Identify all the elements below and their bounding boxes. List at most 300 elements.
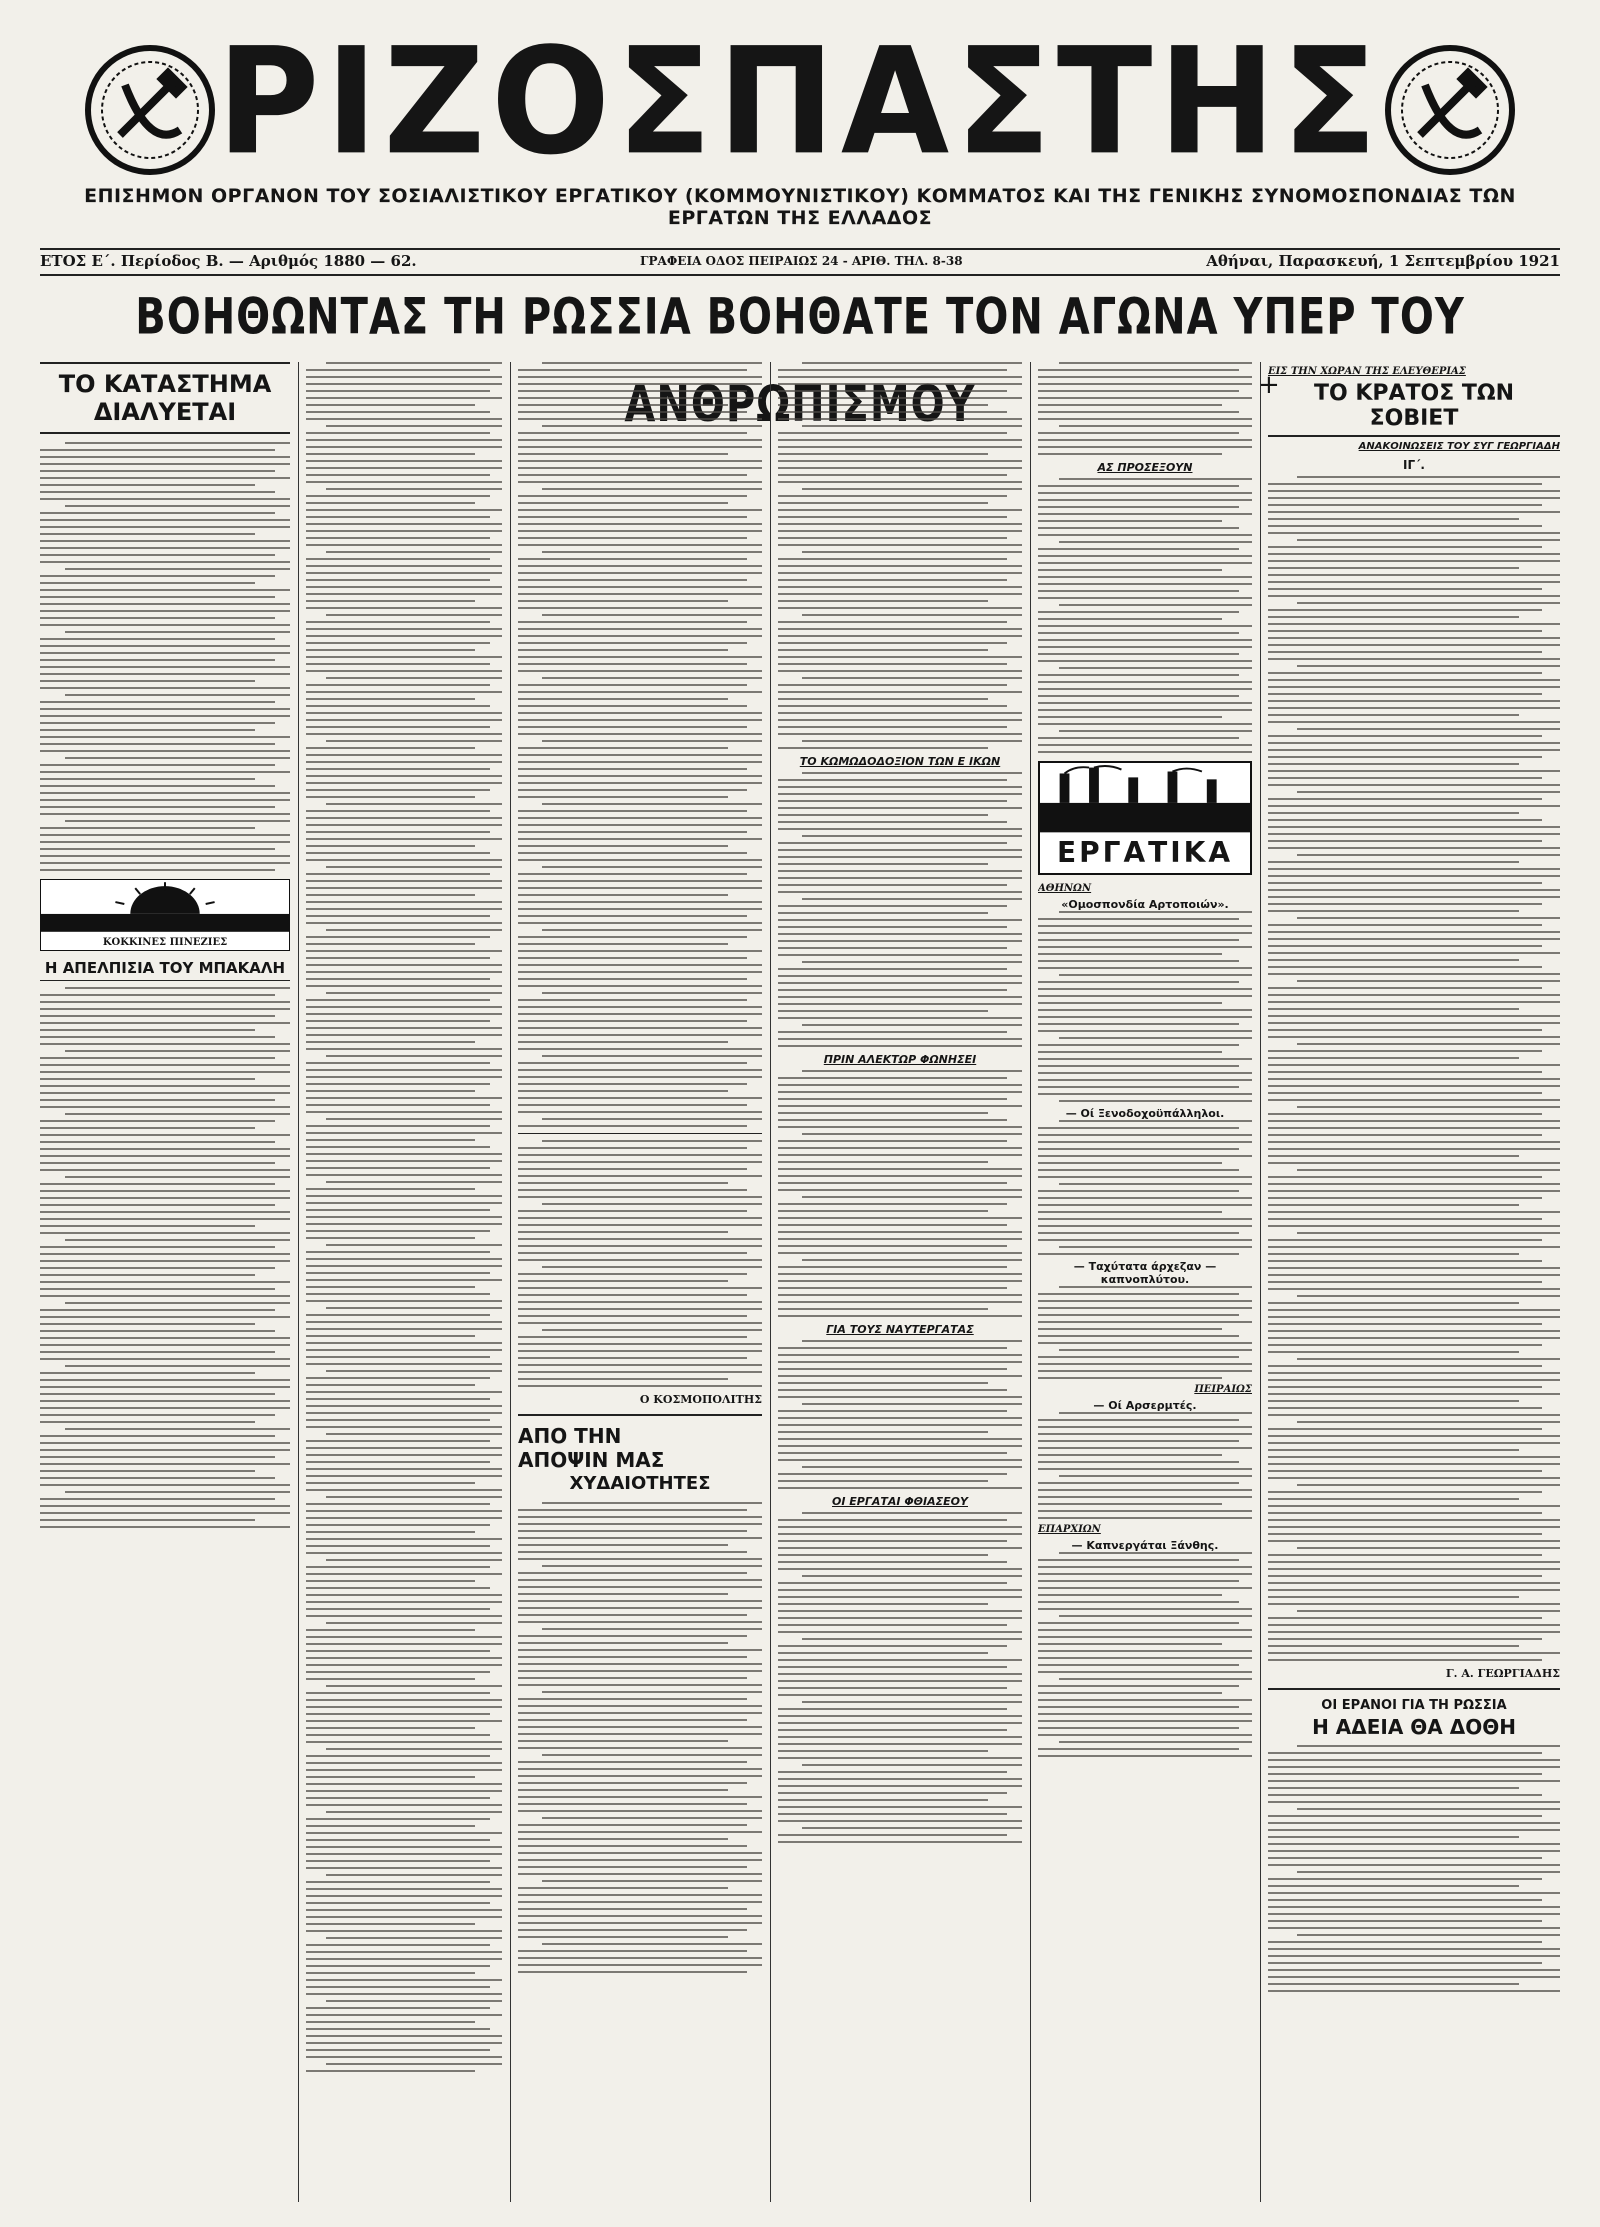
text-line bbox=[778, 705, 1007, 707]
text-line bbox=[1038, 1636, 1252, 1638]
text-line bbox=[40, 848, 275, 850]
text-line bbox=[778, 786, 1022, 788]
text-line bbox=[518, 1922, 762, 1924]
text-line bbox=[778, 684, 1007, 686]
article-body bbox=[40, 442, 290, 871]
text-line bbox=[306, 1587, 490, 1589]
text-line bbox=[1038, 1447, 1252, 1449]
newspaper-subtitle: ΕΠΙΣΗΜΟΝ ΟΡΓΑΝΟΝ ΤΟΥ ΣΟΣΙΑΛΙΣΤΙΚΟΥ ΕΡΓΑΤΙΚΟΥ (ΚΟΜΜΟΥΝΙΣΤΙΚΟΥ) ΚΟΜΜΑΤΟΣ ΚΑΙ ΤΗΣ ΓΕΝΙΚΗΣ ΣΥΝΟΜΟΣΠΟΝΔΙΑΣ ΤΩΝ ΕΡΓΑΤΩΝ ΤΗΣ ΕΛΛΑΔΟΣ bbox=[84, 185, 1516, 229]
text-line bbox=[778, 1238, 1022, 1240]
text-line bbox=[1268, 567, 1519, 569]
text-line bbox=[778, 1526, 1022, 1528]
text-line bbox=[1038, 555, 1252, 557]
text-line bbox=[802, 1070, 1022, 1072]
text-line bbox=[306, 607, 502, 609]
text-line bbox=[1268, 1787, 1519, 1789]
text-line bbox=[778, 586, 1022, 588]
text-line bbox=[306, 586, 502, 588]
text-line bbox=[1268, 1071, 1542, 1073]
text-line bbox=[518, 642, 747, 644]
text-line bbox=[1038, 1377, 1222, 1379]
text-line bbox=[65, 505, 290, 507]
text-line bbox=[518, 1859, 762, 1861]
text-line bbox=[306, 978, 490, 980]
text-line bbox=[778, 516, 1007, 518]
text-line bbox=[1268, 1057, 1519, 1059]
text-line bbox=[778, 509, 1022, 511]
text-line bbox=[40, 1295, 290, 1297]
text-line bbox=[1038, 1293, 1239, 1295]
text-line bbox=[518, 1586, 762, 1588]
text-line bbox=[40, 1477, 275, 1479]
text-line bbox=[778, 579, 1007, 581]
text-line bbox=[306, 565, 502, 567]
text-line bbox=[518, 838, 762, 840]
text-line bbox=[518, 978, 747, 980]
text-line bbox=[1268, 1365, 1542, 1367]
text-line bbox=[802, 551, 1022, 553]
text-line bbox=[306, 880, 502, 882]
text-line bbox=[1297, 1808, 1560, 1810]
text-line bbox=[1038, 1253, 1239, 1255]
text-line bbox=[778, 383, 1022, 385]
text-line bbox=[40, 764, 275, 766]
text-line bbox=[40, 1512, 290, 1514]
text-line bbox=[778, 530, 1022, 532]
text-line bbox=[306, 971, 502, 973]
text-line bbox=[518, 1111, 762, 1113]
text-line bbox=[518, 1315, 747, 1317]
column-1 bbox=[40, 362, 290, 2202]
text-line bbox=[1268, 1638, 1542, 1640]
text-line bbox=[306, 1951, 502, 1953]
text-line bbox=[40, 554, 275, 556]
text-line bbox=[778, 1347, 1007, 1349]
text-line bbox=[1268, 1211, 1560, 1213]
text-line bbox=[306, 789, 490, 791]
text-line bbox=[1038, 1720, 1252, 1722]
text-line bbox=[518, 1364, 762, 1366]
text-line bbox=[1038, 590, 1239, 592]
text-line bbox=[1038, 1489, 1252, 1491]
text-line bbox=[306, 1461, 490, 1463]
text-line bbox=[306, 600, 475, 602]
text-line bbox=[326, 488, 502, 490]
text-line bbox=[1268, 1015, 1560, 1017]
text-line bbox=[518, 817, 762, 819]
text-line bbox=[1059, 667, 1252, 669]
text-line bbox=[518, 1670, 762, 1672]
text-line bbox=[1268, 1575, 1542, 1577]
text-line bbox=[518, 1649, 762, 1651]
text-line bbox=[306, 1727, 475, 1729]
text-line bbox=[518, 1544, 728, 1546]
text-line bbox=[778, 565, 1022, 567]
text-line bbox=[306, 2035, 502, 2037]
text-line bbox=[518, 621, 747, 623]
text-line bbox=[542, 425, 762, 427]
text-line bbox=[40, 1036, 275, 1038]
text-line bbox=[306, 481, 502, 483]
text-line bbox=[1268, 560, 1560, 562]
text-line bbox=[518, 733, 762, 735]
text-line bbox=[518, 1090, 728, 1092]
text-line bbox=[306, 712, 502, 714]
text-line bbox=[306, 1195, 502, 1197]
text-line bbox=[518, 1371, 762, 1373]
text-line bbox=[518, 481, 762, 483]
text-line bbox=[306, 628, 502, 630]
text-line bbox=[1268, 763, 1519, 765]
text-line bbox=[40, 771, 290, 773]
text-line bbox=[802, 1512, 1022, 1514]
text-line bbox=[1268, 1288, 1560, 1290]
text-line bbox=[1268, 1759, 1560, 1761]
article-headline: Η ΑΠΕΛΠΙΣΙΑ ΤΟΥ ΜΠΑΚΑΛΗ bbox=[40, 959, 290, 981]
text-line bbox=[40, 477, 290, 479]
text-line bbox=[778, 698, 988, 700]
text-line bbox=[40, 1106, 290, 1108]
text-line bbox=[1038, 432, 1239, 434]
text-line bbox=[306, 1069, 502, 1071]
text-line bbox=[1297, 539, 1560, 541]
text-line bbox=[1268, 1801, 1560, 1803]
text-line bbox=[518, 1698, 747, 1700]
text-line bbox=[778, 1126, 1022, 1128]
text-line bbox=[306, 663, 490, 665]
text-line bbox=[306, 1944, 490, 1946]
text-line bbox=[1268, 1906, 1560, 1908]
text-line bbox=[1297, 1484, 1560, 1486]
text-line bbox=[542, 362, 762, 364]
text-line bbox=[518, 1761, 747, 1763]
text-line bbox=[802, 1196, 1022, 1198]
text-line bbox=[40, 533, 255, 535]
text-line bbox=[306, 1062, 490, 1064]
text-line bbox=[518, 467, 762, 469]
text-line bbox=[518, 495, 747, 497]
text-line bbox=[1297, 1421, 1560, 1423]
text-line bbox=[306, 1972, 475, 1974]
text-line bbox=[40, 869, 275, 871]
text-line bbox=[778, 1112, 988, 1114]
text-line bbox=[40, 1358, 290, 1360]
text-line bbox=[1038, 1503, 1222, 1505]
text-line bbox=[306, 775, 502, 777]
text-line bbox=[1038, 618, 1222, 620]
text-line bbox=[518, 1125, 747, 1127]
text-line bbox=[1268, 700, 1560, 702]
text-line bbox=[778, 1410, 1007, 1412]
text-line bbox=[778, 1045, 1022, 1047]
text-line bbox=[326, 1811, 502, 1813]
text-line bbox=[1038, 453, 1222, 455]
text-line bbox=[1038, 485, 1239, 487]
text-line bbox=[326, 866, 502, 868]
text-line bbox=[1268, 1822, 1560, 1824]
text-line bbox=[778, 947, 1007, 949]
article-body bbox=[1038, 478, 1252, 753]
text-line bbox=[1038, 1370, 1252, 1372]
text-line bbox=[518, 1217, 762, 1219]
text-line bbox=[802, 1701, 1022, 1703]
text-line bbox=[1268, 1962, 1542, 1964]
text-line bbox=[1038, 1079, 1252, 1081]
text-line bbox=[518, 1845, 747, 1847]
text-line bbox=[778, 1459, 1022, 1461]
text-line bbox=[1268, 588, 1542, 590]
text-line bbox=[778, 1561, 1007, 1563]
text-line bbox=[1038, 751, 1252, 753]
text-line bbox=[1038, 1044, 1239, 1046]
text-line bbox=[542, 1203, 762, 1205]
text-line bbox=[542, 551, 762, 553]
text-line bbox=[40, 862, 290, 864]
text-line bbox=[1268, 1337, 1560, 1339]
text-line bbox=[778, 849, 1022, 851]
text-line bbox=[40, 1141, 275, 1143]
text-line bbox=[306, 1629, 475, 1631]
text-line bbox=[1268, 686, 1560, 688]
text-line bbox=[40, 1197, 290, 1199]
text-line bbox=[306, 1076, 502, 1078]
text-line bbox=[40, 1288, 275, 1290]
text-line bbox=[1268, 1246, 1560, 1248]
text-line bbox=[306, 1965, 490, 1967]
text-line bbox=[1038, 981, 1239, 983]
text-line bbox=[778, 1182, 1007, 1184]
text-line bbox=[306, 572, 502, 574]
section-heading: ΤΟ ΚΩΜΩΔΟΔΟΞΙΟΝ ΤΩΝ Ε ΙΚΩΝ bbox=[799, 755, 1001, 768]
text-line bbox=[40, 813, 290, 815]
text-line bbox=[1038, 513, 1252, 515]
text-line bbox=[518, 1740, 728, 1742]
text-line bbox=[40, 687, 290, 689]
text-line bbox=[40, 547, 290, 549]
text-line bbox=[1268, 1456, 1560, 1458]
text-line bbox=[1268, 742, 1560, 744]
text-line bbox=[1268, 1976, 1560, 1978]
text-line bbox=[778, 1473, 1007, 1475]
text-line bbox=[1038, 674, 1239, 676]
text-line bbox=[306, 747, 475, 749]
text-line bbox=[518, 1076, 762, 1078]
text-line bbox=[306, 1881, 490, 1883]
text-line bbox=[326, 929, 502, 931]
text-line bbox=[1268, 1372, 1560, 1374]
text-line bbox=[518, 698, 728, 700]
text-line bbox=[1038, 1204, 1252, 1206]
text-line bbox=[306, 1755, 490, 1757]
text-line bbox=[326, 1181, 502, 1183]
text-line bbox=[306, 502, 475, 504]
text-line bbox=[518, 1097, 762, 1099]
text-line bbox=[518, 1810, 762, 1812]
text-line bbox=[518, 1831, 762, 1833]
text-line bbox=[65, 1050, 290, 1052]
text-line bbox=[1038, 1510, 1252, 1512]
text-line bbox=[326, 1244, 502, 1246]
text-line bbox=[1038, 1300, 1252, 1302]
text-line bbox=[306, 1251, 490, 1253]
text-line bbox=[1038, 1030, 1252, 1032]
text-line bbox=[326, 1055, 502, 1057]
text-line bbox=[1038, 506, 1239, 508]
text-line bbox=[1038, 1454, 1222, 1456]
text-line bbox=[778, 1778, 1022, 1780]
column-5 bbox=[1038, 362, 1252, 2202]
text-line bbox=[1038, 995, 1252, 997]
text-line bbox=[542, 929, 762, 931]
text-line bbox=[1297, 602, 1560, 604]
text-line bbox=[65, 442, 290, 444]
text-line bbox=[802, 740, 1022, 742]
text-line bbox=[306, 1860, 490, 1862]
text-line bbox=[1268, 1407, 1542, 1409]
text-line bbox=[306, 1601, 502, 1603]
text-line bbox=[306, 1825, 475, 1827]
text-line bbox=[778, 1375, 1022, 1377]
text-line bbox=[778, 1382, 988, 1384]
article-body bbox=[40, 987, 290, 1528]
text-line bbox=[1268, 1955, 1560, 1957]
text-line bbox=[1268, 651, 1542, 653]
text-line bbox=[778, 460, 1022, 462]
text-line bbox=[1038, 953, 1222, 955]
text-line bbox=[306, 523, 502, 525]
text-line bbox=[802, 1764, 1022, 1766]
text-line bbox=[518, 1733, 762, 1735]
text-line bbox=[778, 1175, 1022, 1177]
text-line bbox=[778, 877, 1022, 879]
text-line bbox=[306, 1335, 475, 1337]
text-line bbox=[40, 778, 255, 780]
text-line bbox=[518, 635, 762, 637]
text-line bbox=[778, 989, 1007, 991]
text-line bbox=[778, 1603, 988, 1605]
text-line bbox=[1038, 576, 1252, 578]
text-line bbox=[542, 1565, 762, 1567]
text-line bbox=[778, 1315, 1022, 1317]
text-line bbox=[306, 1125, 490, 1127]
text-line bbox=[40, 1519, 255, 1521]
text-line bbox=[40, 1015, 275, 1017]
text-line bbox=[778, 747, 988, 749]
text-line bbox=[778, 1785, 1022, 1787]
text-line bbox=[1268, 896, 1560, 898]
text-line bbox=[1268, 623, 1560, 625]
text-line bbox=[518, 1069, 762, 1071]
text-line bbox=[778, 418, 1022, 420]
text-line bbox=[518, 1551, 747, 1553]
article-headline: ΤΟ ΚΡΑΤΟΣ ΤΩΝ ΣΟΒΙΕΤ bbox=[1268, 381, 1560, 437]
text-line bbox=[518, 628, 762, 630]
text-line bbox=[40, 1505, 290, 1507]
text-line bbox=[326, 2063, 502, 2065]
text-line bbox=[1038, 1587, 1252, 1589]
text-line bbox=[1268, 532, 1560, 534]
text-line bbox=[306, 1958, 502, 1960]
text-line bbox=[542, 1329, 762, 1331]
text-line bbox=[778, 1624, 1007, 1626]
text-line bbox=[518, 1516, 762, 1518]
text-line bbox=[306, 2028, 490, 2030]
text-line bbox=[518, 1705, 762, 1707]
text-line bbox=[1268, 1582, 1560, 1584]
text-line bbox=[778, 1301, 1022, 1303]
text-line bbox=[778, 1361, 1022, 1363]
text-line bbox=[1038, 1239, 1252, 1241]
text-line bbox=[306, 1426, 502, 1428]
text-line bbox=[542, 992, 762, 994]
text-line bbox=[778, 1003, 1022, 1005]
text-line bbox=[1059, 1412, 1252, 1414]
text-line bbox=[518, 859, 762, 861]
text-line bbox=[306, 635, 502, 637]
text-line bbox=[306, 859, 502, 861]
article-body bbox=[518, 362, 762, 1127]
text-line bbox=[518, 971, 762, 973]
text-line bbox=[1268, 1526, 1560, 1528]
text-line bbox=[306, 1608, 490, 1610]
text-line bbox=[1038, 1573, 1252, 1575]
text-line bbox=[1268, 609, 1542, 611]
text-line bbox=[1038, 1162, 1222, 1164]
text-line bbox=[40, 1134, 290, 1136]
text-line bbox=[306, 1209, 490, 1211]
text-line bbox=[306, 908, 502, 910]
text-line bbox=[306, 1020, 490, 1022]
text-line bbox=[778, 1452, 1007, 1454]
text-line bbox=[306, 397, 502, 399]
text-line bbox=[1038, 967, 1252, 969]
text-line bbox=[778, 933, 1022, 935]
text-line bbox=[40, 701, 275, 703]
text-line bbox=[326, 1559, 502, 1561]
text-line bbox=[306, 1356, 490, 1358]
text-line bbox=[778, 1610, 1022, 1612]
text-line bbox=[518, 782, 762, 784]
text-line bbox=[306, 1202, 502, 1204]
text-line bbox=[306, 1776, 475, 1778]
text-line bbox=[306, 2056, 502, 2058]
text-line bbox=[1268, 1561, 1560, 1563]
text-line bbox=[306, 1552, 502, 1554]
text-line bbox=[1038, 1622, 1239, 1624]
text-line bbox=[778, 1273, 1022, 1275]
text-line bbox=[306, 2007, 490, 2009]
text-line bbox=[778, 926, 1007, 928]
text-line bbox=[306, 418, 502, 420]
text-line bbox=[306, 810, 490, 812]
text-line bbox=[1038, 1141, 1252, 1143]
text-line bbox=[518, 789, 747, 791]
text-line bbox=[778, 1487, 1022, 1489]
text-line bbox=[306, 593, 502, 595]
text-line bbox=[1038, 1190, 1239, 1192]
text-line bbox=[1038, 1706, 1239, 1708]
text-line bbox=[306, 1734, 490, 1736]
text-line bbox=[306, 768, 490, 770]
text-line bbox=[326, 1496, 502, 1498]
text-line bbox=[1268, 553, 1560, 555]
text-line bbox=[306, 1041, 475, 1043]
text-line bbox=[306, 2042, 502, 2044]
text-line bbox=[518, 1308, 762, 1310]
text-line bbox=[778, 807, 1022, 809]
text-line bbox=[306, 1328, 502, 1330]
text-line bbox=[518, 1964, 762, 1966]
